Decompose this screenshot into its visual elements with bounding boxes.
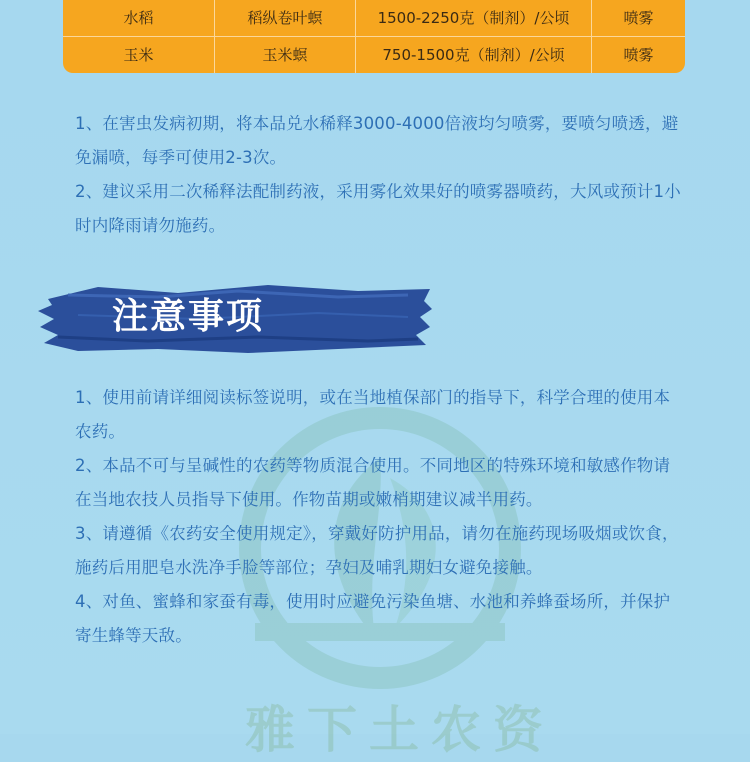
method-cell: 喷雾	[623, 46, 654, 64]
crop-cell: 玉米	[123, 46, 154, 64]
table-divider	[591, 0, 592, 73]
precaution-item: 1、使用前请详细阅读标签说明，或在当地植保部门的指导下，科学合理的使用本农药。	[75, 388, 671, 441]
precaution-item: 3、请遵循《农药安全使用规定》，穿戴好防护用品，请勿在施药现场吸烟或饮食，施药后用肥皂水洗净手脸等部位；孕妇及哺乳期妇女避免接触。	[75, 524, 679, 577]
usage-item: 1、在害虫发病初期，将本品兑水稀释3000-4000倍液均匀喷雾，要喷匀喷透，避免漏喷，每季可使用2-3次。	[75, 114, 679, 167]
notes-heading: 注意事项	[112, 296, 265, 337]
notes-heading-banner	[38, 279, 434, 357]
dosage-cell: 1500-2250克（制剂）/公顷	[377, 9, 570, 27]
precaution-item: 2、本品不可与呈碱性的农药等物质混合使用。不同地区的特殊环境和敏感作物请在当地农技人员指导下使用。作物苗期或嫩梢期建议减半用药。	[75, 456, 671, 509]
method-cell: 喷雾	[623, 9, 654, 27]
usage-item: 2、建议采用二次稀释法配制药液，采用雾化效果好的喷雾器喷药，大风或预计1小时内降雨请勿施药。	[75, 182, 681, 235]
watermark-text: 雅下土农资	[245, 701, 555, 759]
table-divider	[355, 0, 356, 73]
precautions-list	[75, 381, 685, 653]
crop-cell: 水稻	[123, 9, 154, 27]
pest-cell: 玉米螟	[262, 46, 308, 64]
usage-instructions	[75, 107, 685, 243]
precaution-item: 4、对鱼、蜜蜂和家蚕有毒，使用时应避免污染鱼塘、水池和养蜂蚕场所，并保护寄生蜂等天敌。	[75, 592, 671, 645]
table-divider	[214, 0, 215, 73]
dosage-table	[63, 0, 685, 73]
pest-cell: 稻纵卷叶螟	[247, 9, 323, 27]
dosage-cell: 750-1500克（制剂）/公顷	[382, 46, 565, 64]
